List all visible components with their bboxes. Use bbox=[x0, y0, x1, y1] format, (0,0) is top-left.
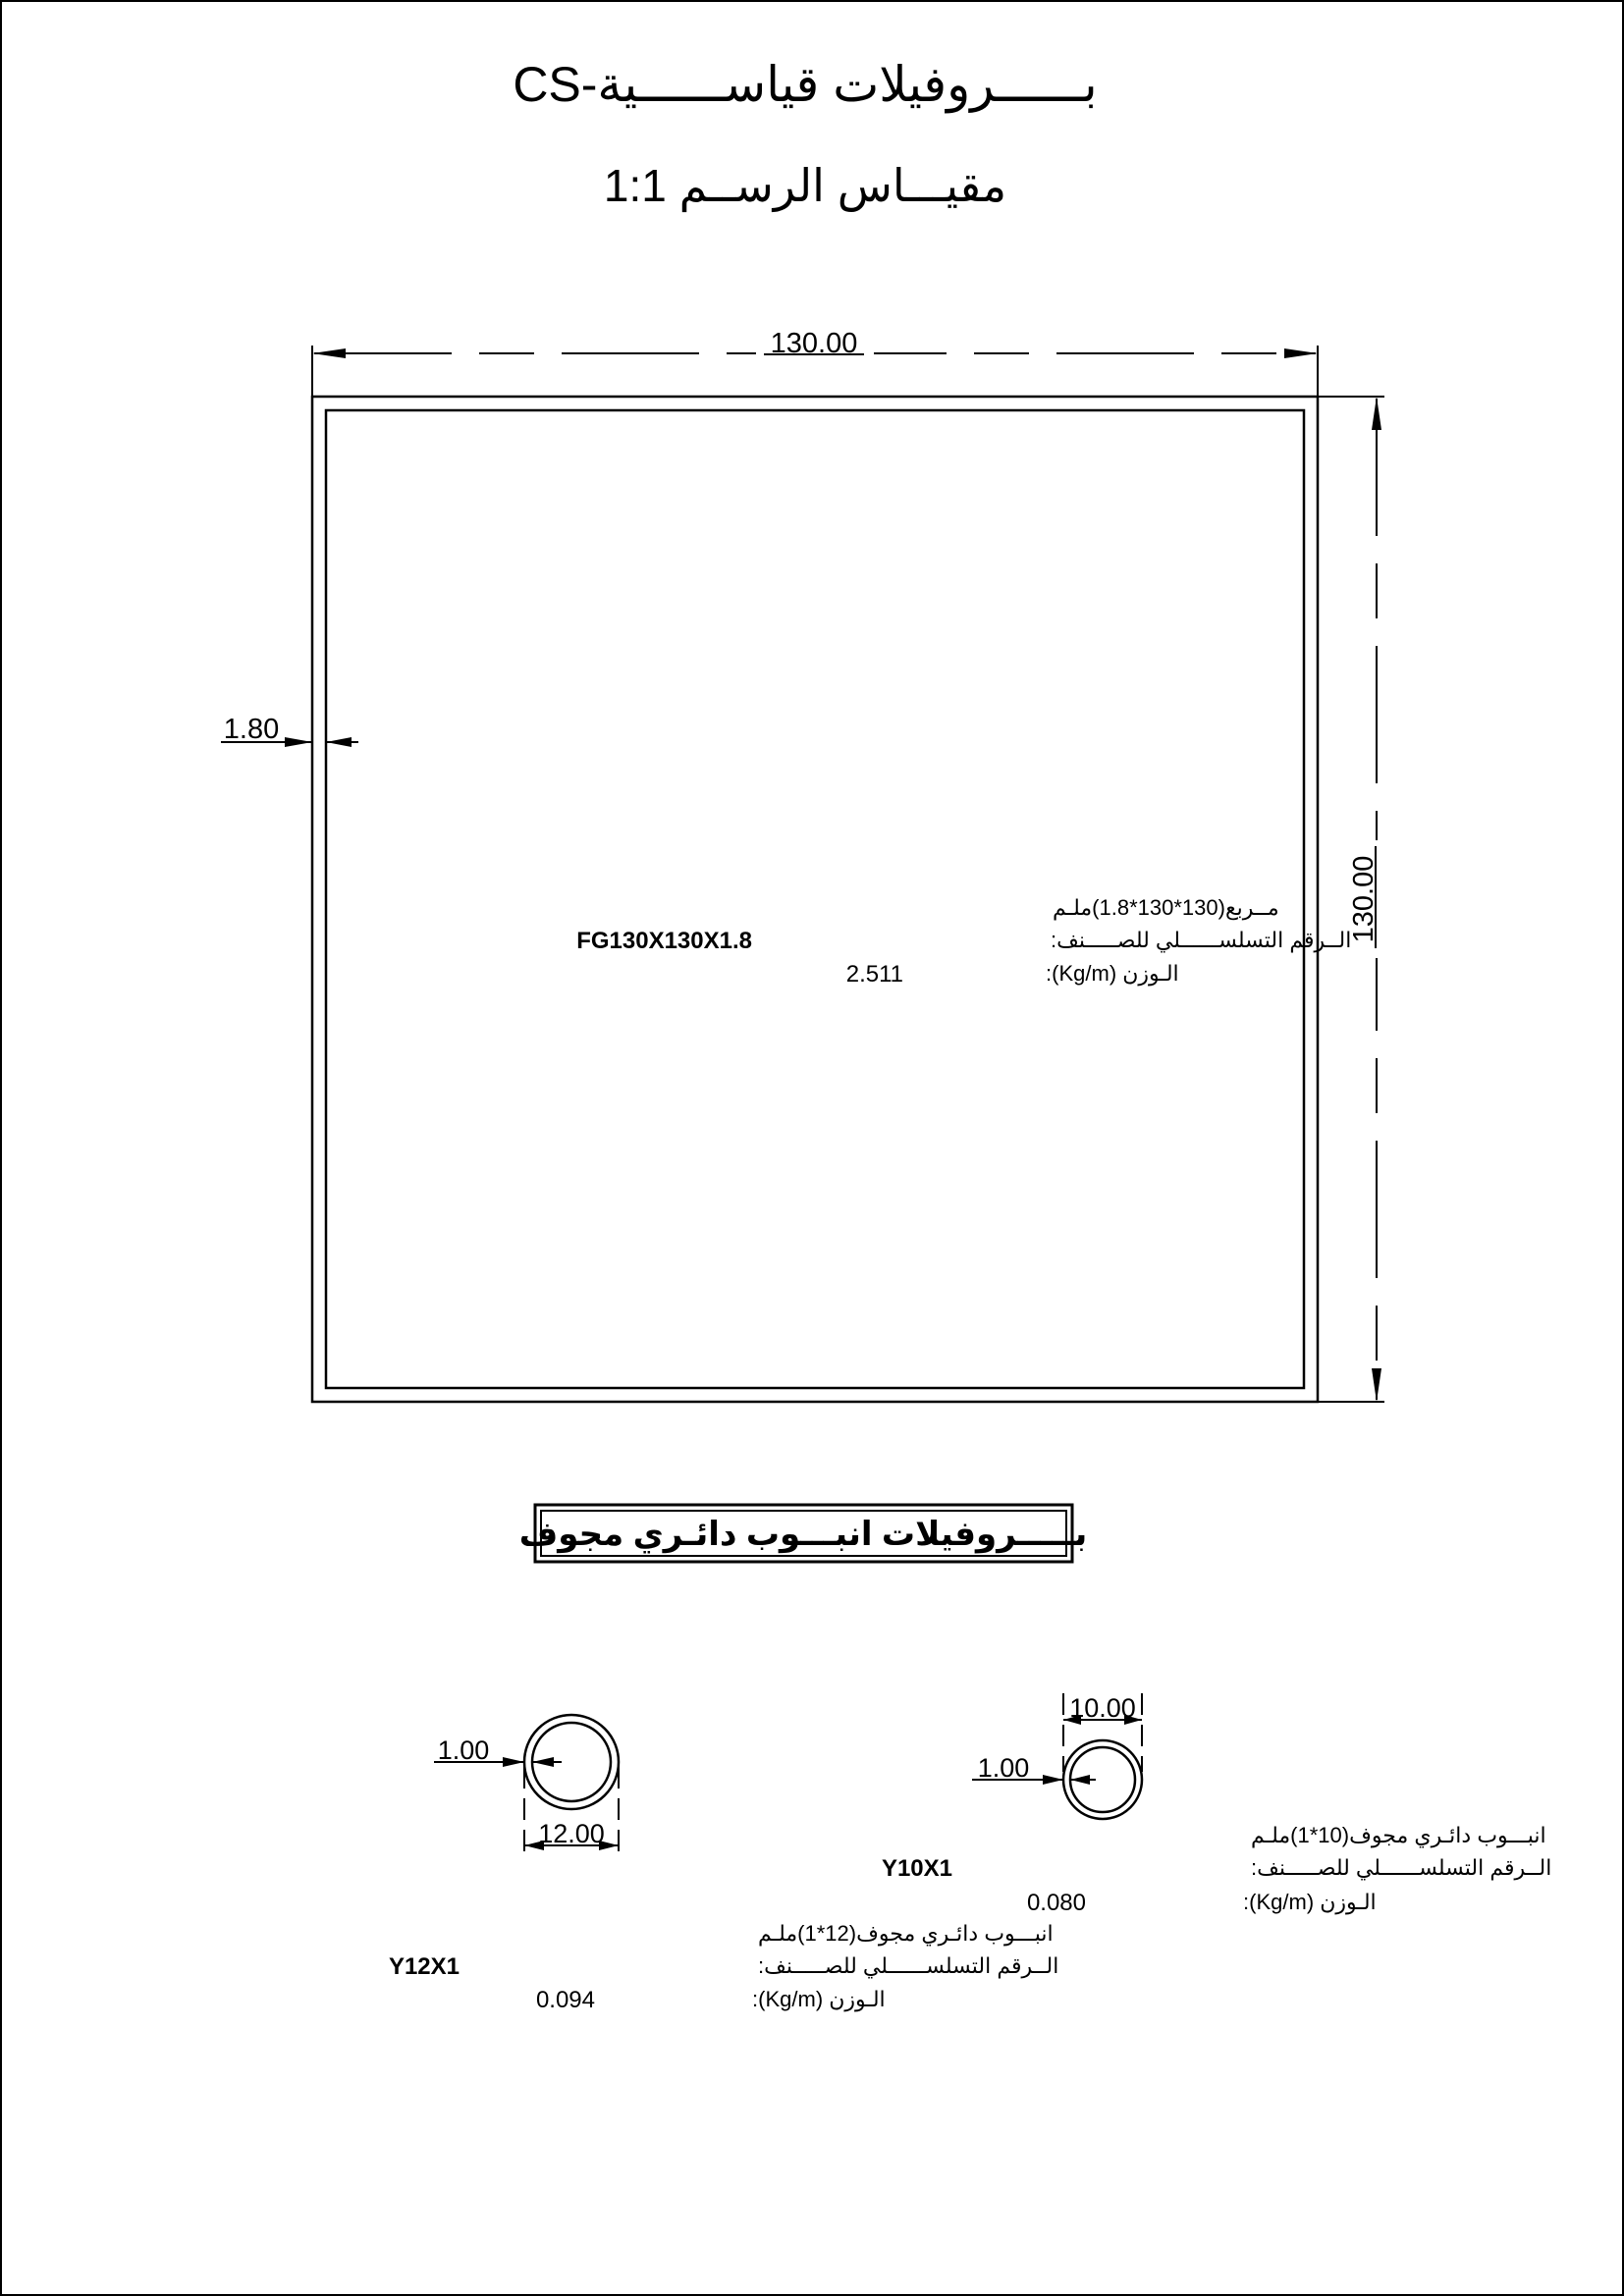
drawing-title: بــــــروفيلات قياســــــية-CS bbox=[513, 57, 1098, 112]
square-serial-label: الــرقم التسلســــــلي للصـــــنف: bbox=[1051, 928, 1352, 952]
square-profile bbox=[221, 324, 1384, 1402]
arrow-left-icon bbox=[532, 1757, 554, 1767]
pipe-10-profile bbox=[882, 1693, 1551, 1916]
pipe-10-weight-value: 0.080 bbox=[1026, 1890, 1086, 1916]
height-dim-label: 130.00 bbox=[1348, 855, 1380, 943]
pipe-12-weight-value: 0.094 bbox=[535, 1987, 595, 2013]
section-title-box bbox=[519, 1505, 1087, 1562]
arrow-right-icon bbox=[285, 737, 312, 747]
height-dimension bbox=[1318, 397, 1384, 1402]
arrow-left-icon bbox=[326, 737, 352, 747]
drawing-scale: مقيـــاس الرســم 1:1 bbox=[603, 160, 1007, 211]
pipe-10-diameter-label: 10.00 bbox=[1069, 1693, 1136, 1723]
pipe-12-thickness-label: 1.00 bbox=[437, 1735, 490, 1765]
arrow-right-icon bbox=[1284, 348, 1318, 358]
width-dimension bbox=[312, 324, 1318, 397]
arrow-right-icon bbox=[503, 1757, 524, 1767]
pipe-10-thickness-label: 1.00 bbox=[977, 1753, 1030, 1783]
pipe-10-weight-label: الـوزن (Kg/m): bbox=[1243, 1890, 1377, 1914]
arrow-down-icon bbox=[1372, 1368, 1381, 1402]
arrow-right-icon bbox=[1043, 1775, 1063, 1785]
pipe-12-diameter-label: 12.00 bbox=[538, 1819, 605, 1848]
square-serial-code: FG130X130X1.8 bbox=[576, 928, 752, 954]
thickness-dim-label: 1.80 bbox=[223, 714, 280, 745]
pipe-12-description: انبـــوب دائـري مجوف(12*1)ملـم bbox=[758, 1921, 1054, 1946]
thickness-dimension bbox=[221, 714, 358, 747]
square-weight-label: الـوزن (Kg/m): bbox=[1046, 961, 1179, 986]
square-description: مــربع(130*130*1.8)ملـم bbox=[1053, 895, 1279, 920]
arrow-left-icon bbox=[1070, 1775, 1090, 1785]
pipe-12-serial-label: الــرقم التسلســــــلي للصـــــنف: bbox=[758, 1953, 1059, 1978]
section-title: بـــــروفيلات انبـــوب دائـري مجوف bbox=[518, 1516, 1088, 1553]
pipe-12-serial-code: Y12X1 bbox=[388, 1953, 460, 1980]
pipe-12-profile bbox=[389, 1715, 1058, 2013]
pipe-10-description: انبـــوب دائـري مجوف(10*1)ملـم bbox=[1251, 1823, 1546, 1847]
pipe-10-serial-code: Y10X1 bbox=[881, 1855, 952, 1882]
arrow-up-icon bbox=[1372, 397, 1381, 430]
square-info bbox=[576, 895, 1351, 988]
arrow-left-icon bbox=[312, 348, 346, 358]
pipe-10-serial-label: الــرقم التسلســــــلي للصـــــنف: bbox=[1251, 1855, 1552, 1880]
pipe-12-weight-label: الـوزن (Kg/m): bbox=[752, 1987, 886, 2011]
width-dim-label: 130.00 bbox=[770, 328, 858, 359]
square-weight-value: 2.511 bbox=[845, 961, 903, 988]
